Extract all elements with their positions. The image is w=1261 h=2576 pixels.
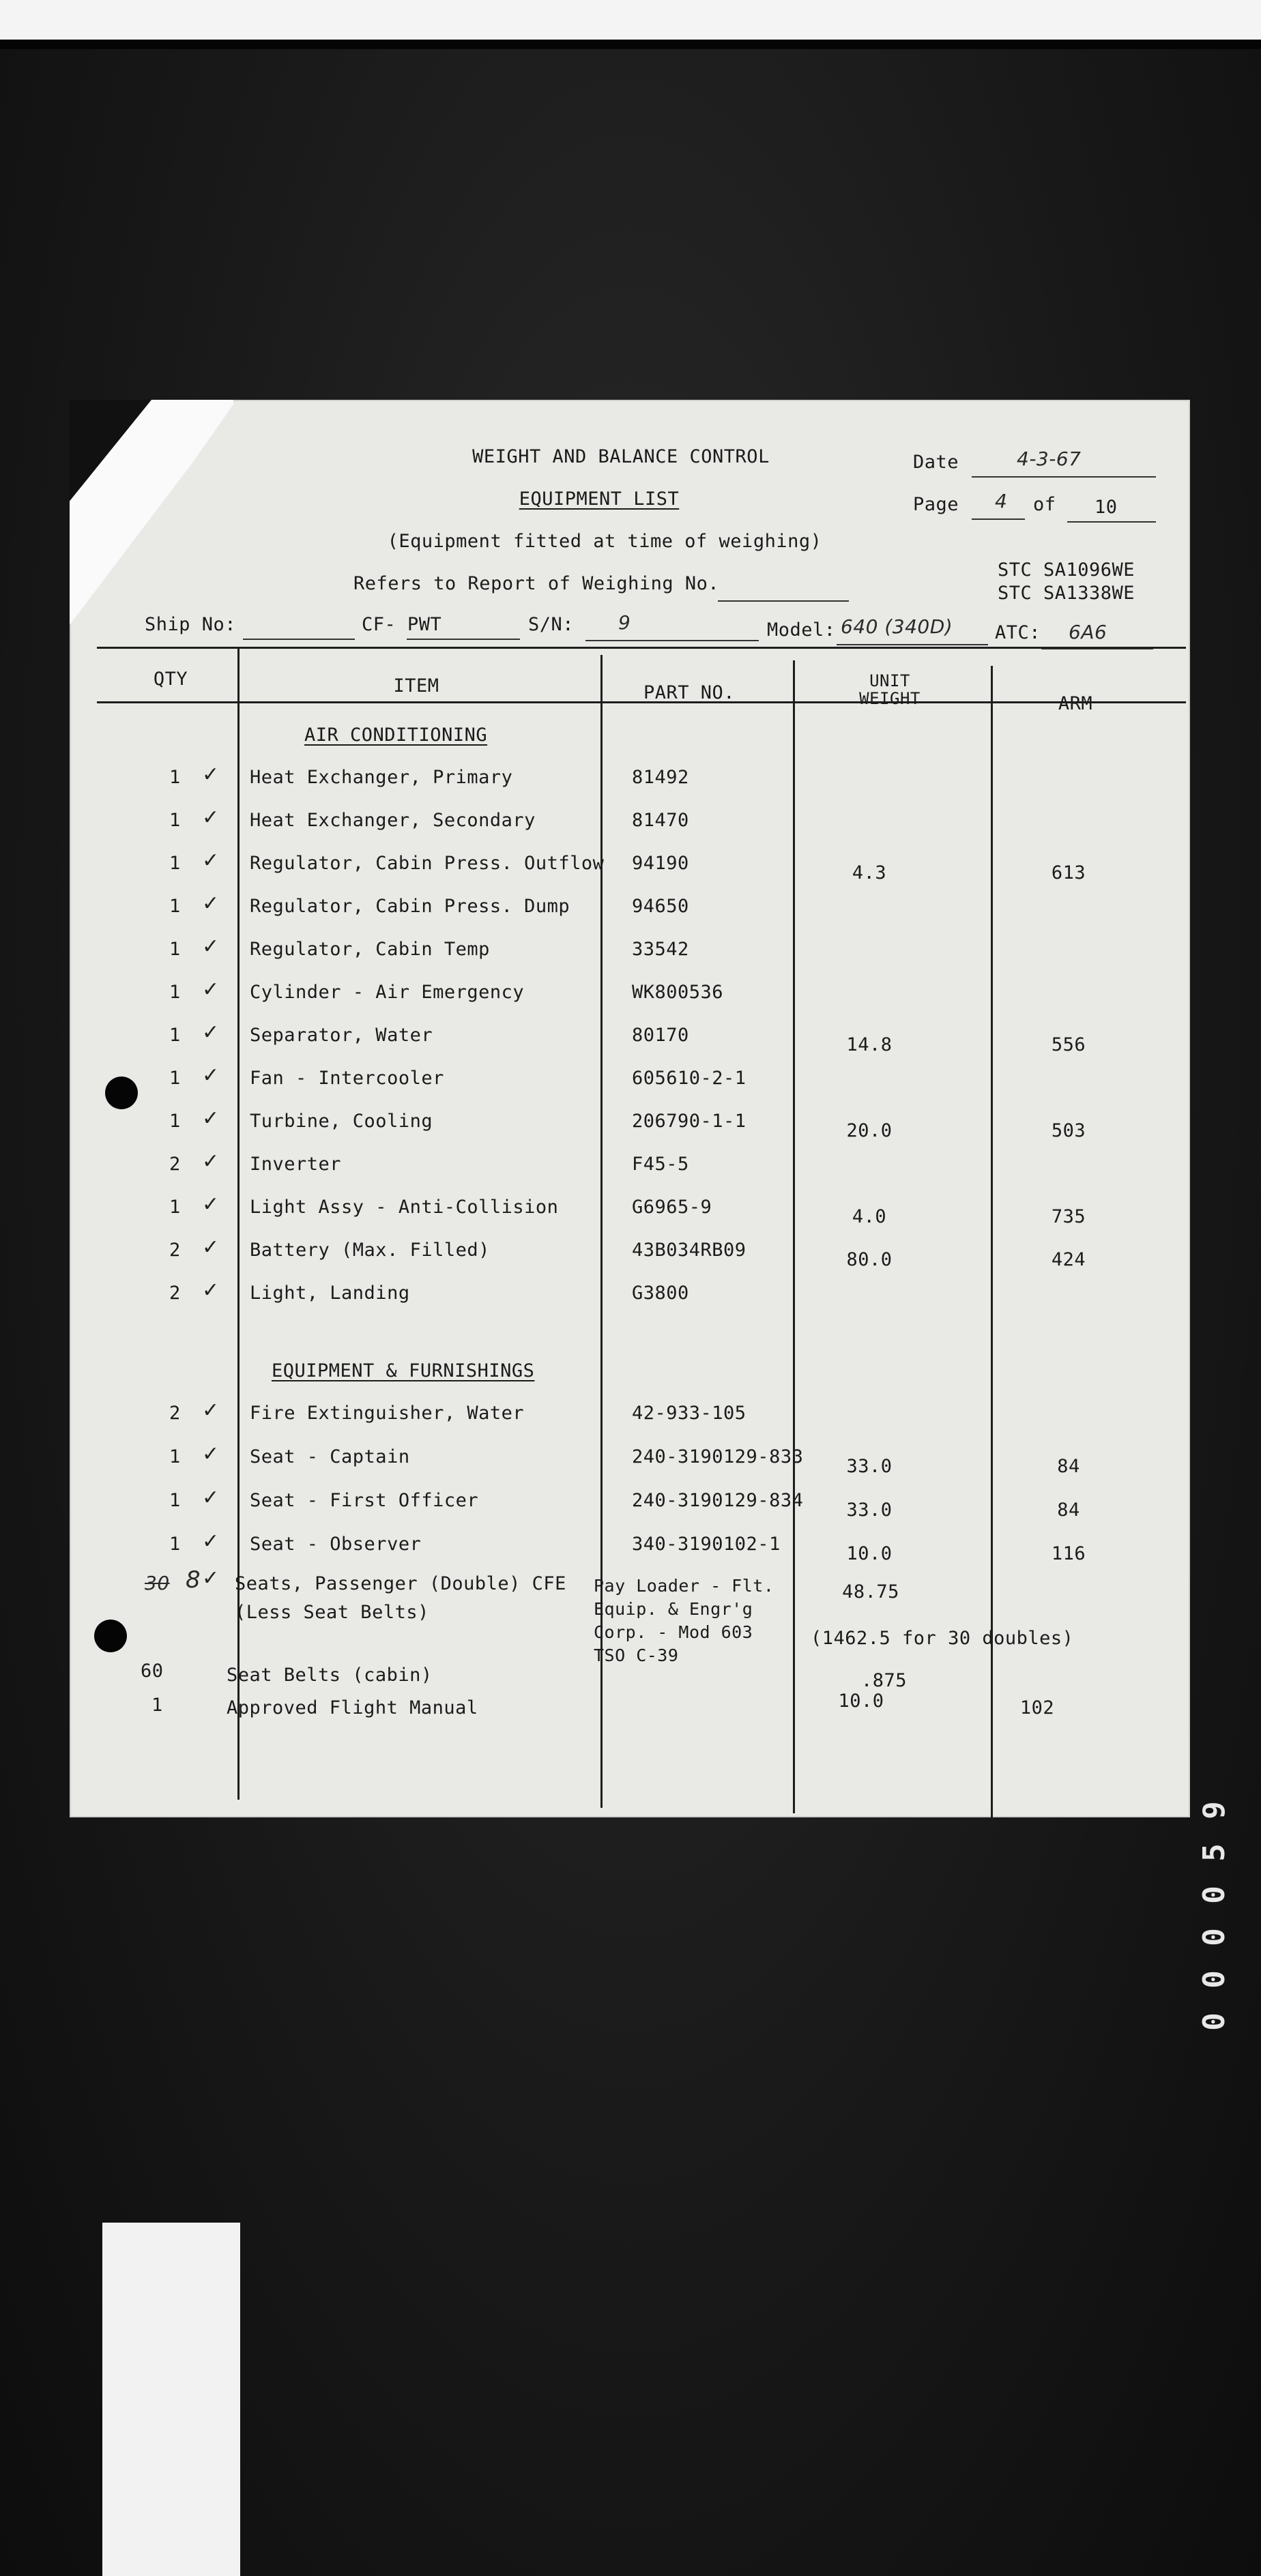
row-qty: 1	[169, 982, 181, 1003]
seats-qty-struck: 30	[145, 1572, 170, 1594]
punch-hole	[94, 1620, 127, 1652]
row-item: Fan - Intercooler	[250, 1068, 444, 1089]
column-divider-part	[793, 660, 795, 1813]
row-qty: 1	[169, 1197, 181, 1218]
row-arm: 84	[1057, 1499, 1080, 1521]
part-no-column-header: PART NO.	[643, 682, 736, 703]
date-value: 4-3-67	[1017, 448, 1082, 470]
check-mark-icon: ✓	[202, 1486, 220, 1510]
row-unit-weight: 33.0	[846, 1499, 893, 1521]
row-part-number: 43B034RB09	[632, 1240, 747, 1261]
belts-weight: .875	[861, 1670, 908, 1691]
film-band	[0, 40, 1261, 49]
punch-hole	[105, 1077, 138, 1109]
row-qty: 1	[169, 1025, 181, 1046]
seats-part-line-3: Corp. - Mod 603	[594, 1622, 753, 1642]
row-part-number: WK800536	[632, 982, 724, 1003]
ship-no-label: Ship No:	[145, 614, 237, 635]
check-mark-icon: ✓	[202, 1530, 220, 1553]
check-mark-icon: ✓	[202, 1107, 220, 1130]
row-arm: 613	[1051, 862, 1086, 883]
row-item: Turbine, Cooling	[250, 1111, 433, 1132]
arm-column-header: ARM	[1058, 693, 1093, 714]
film-number-digit: 0	[1196, 1970, 1232, 1989]
row-unit-weight: 33.0	[846, 1456, 893, 1477]
row-unit-weight: 10.0	[846, 1543, 893, 1564]
row-qty: 1	[169, 810, 181, 831]
row-item: Separator, Water	[250, 1025, 433, 1046]
stc-number-2: STC SA1338WE	[998, 583, 1135, 604]
row-qty: 1	[169, 1068, 181, 1089]
document-note: (Equipment fitted at time of weighing)	[387, 531, 822, 552]
sn-field-line	[585, 640, 759, 641]
manual-arm: 102	[1019, 1697, 1055, 1718]
atc-value: 6A6	[1069, 621, 1107, 643]
seats-item-line-1: Seats, Passenger (Double) CFE	[235, 1573, 566, 1594]
row-part-number: 340-3190102-1	[632, 1534, 781, 1555]
row-unit-weight: 4.0	[852, 1206, 887, 1227]
row-qty: 1	[169, 1534, 181, 1555]
row-item: Seat - First Officer	[250, 1490, 479, 1511]
row-arm: 424	[1051, 1249, 1086, 1270]
row-part-number: 42-933-105	[632, 1403, 747, 1424]
row-qty: 1	[169, 896, 181, 917]
item-column-header: ITEM	[393, 675, 439, 697]
seats-item-line-2: (Less Seat Belts)	[235, 1602, 429, 1623]
sn-label: S/N:	[528, 614, 575, 635]
table-top-rule	[97, 647, 1186, 649]
row-item: Regulator, Cabin Press. Dump	[250, 896, 570, 917]
row-part-number: 94190	[632, 853, 689, 874]
check-mark-icon: ✓	[202, 1442, 220, 1466]
date-field-line	[972, 476, 1156, 478]
check-mark-icon: ✓	[202, 978, 220, 1001]
check-mark-icon: ✓	[202, 1566, 220, 1590]
seats-part-line-2: Equip. & Engr'g	[594, 1599, 753, 1619]
seats-qty-new: 8	[186, 1566, 201, 1594]
row-arm: 503	[1051, 1120, 1086, 1141]
row-part-number: 206790-1-1	[632, 1111, 747, 1132]
row-part-number: 81470	[632, 810, 689, 831]
row-part-number: G3800	[632, 1283, 689, 1304]
film-leader-mark	[102, 2223, 240, 2576]
row-item: Battery (Max. Filled)	[250, 1240, 490, 1261]
row-item: Heat Exchanger, Secondary	[250, 810, 536, 831]
row-part-number: 33542	[632, 939, 689, 960]
ship-field-line-1	[243, 639, 355, 640]
date-label: Date	[913, 452, 959, 473]
row-arm: 84	[1057, 1456, 1080, 1477]
row-unit-weight: 20.0	[846, 1120, 893, 1141]
report-number-field	[718, 600, 849, 602]
row-item: Fire Extinguisher, Water	[250, 1403, 525, 1424]
row-item: Regulator, Cabin Press. Outflow	[250, 853, 605, 874]
row-qty: 1	[169, 853, 181, 874]
film-number-digit: 5	[1196, 1843, 1232, 1862]
page-field-line	[972, 518, 1025, 520]
section-equipment-furnishings: EQUIPMENT & FURNISHINGS	[272, 1360, 535, 1381]
ship-field-line-2	[407, 639, 520, 640]
row-part-number: 81492	[632, 767, 689, 788]
seats-weight-note: (1462.5 for 30 doubles)	[811, 1628, 1074, 1649]
seats-weight: 48.75	[842, 1581, 899, 1602]
row-part-number: 240-3190129-833	[632, 1446, 804, 1467]
row-qty: 1	[169, 1490, 181, 1511]
seats-part-line-4: TSO C-39	[594, 1645, 679, 1665]
row-qty: 2	[169, 1240, 181, 1261]
check-mark-icon: ✓	[202, 1150, 220, 1173]
row-item: Regulator, Cabin Temp	[250, 939, 490, 960]
row-qty: 2	[169, 1283, 181, 1304]
check-mark-icon: ✓	[202, 849, 220, 873]
check-mark-icon: ✓	[202, 806, 220, 830]
table-header-rule	[97, 701, 1186, 703]
sn-value: 9	[618, 611, 631, 634]
of-field-line	[1067, 521, 1156, 523]
check-mark-icon: ✓	[202, 892, 220, 916]
row-arm: 556	[1051, 1034, 1086, 1055]
check-mark-icon: ✓	[202, 1399, 220, 1422]
model-label: Model:	[767, 619, 836, 641]
check-mark-icon: ✓	[202, 1278, 220, 1302]
row-item: Seat - Captain	[250, 1446, 410, 1467]
check-mark-icon: ✓	[202, 1021, 220, 1044]
row-item: Light, Landing	[250, 1283, 410, 1304]
document-title: WEIGHT AND BALANCE CONTROL	[472, 446, 770, 467]
of-label: of	[1033, 494, 1056, 515]
row-qty: 1	[169, 1446, 181, 1467]
row-item: Inverter	[250, 1154, 342, 1175]
model-value: 640 (340D)	[841, 615, 953, 638]
film-number-digit: 0	[1196, 1928, 1232, 1946]
qty-column-header: QTY	[153, 669, 188, 690]
check-mark-icon: ✓	[202, 1192, 220, 1216]
of-value: 10	[1095, 497, 1118, 518]
row-unit-weight: 14.8	[846, 1034, 893, 1055]
unit-weight-header-line-1: UNIT	[869, 671, 910, 690]
belts-qty: 60	[141, 1660, 164, 1682]
row-item: Heat Exchanger, Primary	[250, 767, 513, 788]
page-value: 4	[995, 490, 1008, 512]
check-mark-icon: ✓	[202, 763, 220, 787]
manual-qty: 1	[151, 1695, 163, 1716]
row-qty: 1	[169, 939, 181, 960]
document-subtitle: EQUIPMENT LIST	[519, 488, 680, 510]
row-part-number: G6965-9	[632, 1197, 712, 1218]
page-label: Page	[913, 494, 959, 515]
row-qty: 1	[169, 1111, 181, 1132]
column-divider-qty	[237, 647, 240, 1800]
check-mark-icon: ✓	[202, 1235, 220, 1259]
manual-item: Approved Flight Manual	[227, 1697, 478, 1718]
check-mark-icon: ✓	[202, 935, 220, 958]
stc-number-1: STC SA1096WE	[998, 559, 1135, 581]
atc-label: ATC:	[995, 622, 1041, 643]
row-item: Light Assy - Anti-Collision	[250, 1197, 559, 1218]
row-unit-weight: 4.3	[852, 862, 887, 883]
row-part-number: 80170	[632, 1025, 689, 1046]
refers-label: Refers to Report of Weighing No.	[353, 573, 720, 594]
film-top-border	[0, 0, 1261, 40]
row-part-number: 605610-2-1	[632, 1068, 747, 1089]
row-unit-weight: 80.0	[846, 1249, 893, 1270]
row-item: Cylinder - Air Emergency	[250, 982, 525, 1003]
manual-weight: 10.0	[838, 1690, 884, 1712]
section-air-conditioning: AIR CONDITIONING	[304, 724, 488, 746]
row-item: Seat - Observer	[250, 1534, 422, 1555]
check-mark-icon: ✓	[202, 1064, 220, 1087]
seats-part-line-1: Pay Loader - Flt.	[594, 1576, 774, 1596]
unit-weight-header-line-2: WEIGHT	[859, 689, 921, 708]
film-number-digit: 9	[1196, 1801, 1232, 1819]
row-arm: 735	[1051, 1206, 1086, 1227]
row-part-number: F45-5	[632, 1154, 689, 1175]
row-part-number: 94650	[632, 896, 689, 917]
film-number-digit: 0	[1196, 2012, 1232, 2031]
row-qty: 1	[169, 767, 181, 788]
row-part-number: 240-3190129-834	[632, 1490, 804, 1511]
ship-no-value: CF- PWT	[362, 614, 442, 635]
row-arm: 116	[1051, 1543, 1086, 1564]
model-field-line	[837, 644, 988, 645]
film-number-digit: 0	[1196, 1886, 1232, 1904]
belts-item: Seat Belts (cabin)	[227, 1665, 433, 1686]
row-qty: 2	[169, 1154, 181, 1175]
row-qty: 2	[169, 1403, 181, 1424]
